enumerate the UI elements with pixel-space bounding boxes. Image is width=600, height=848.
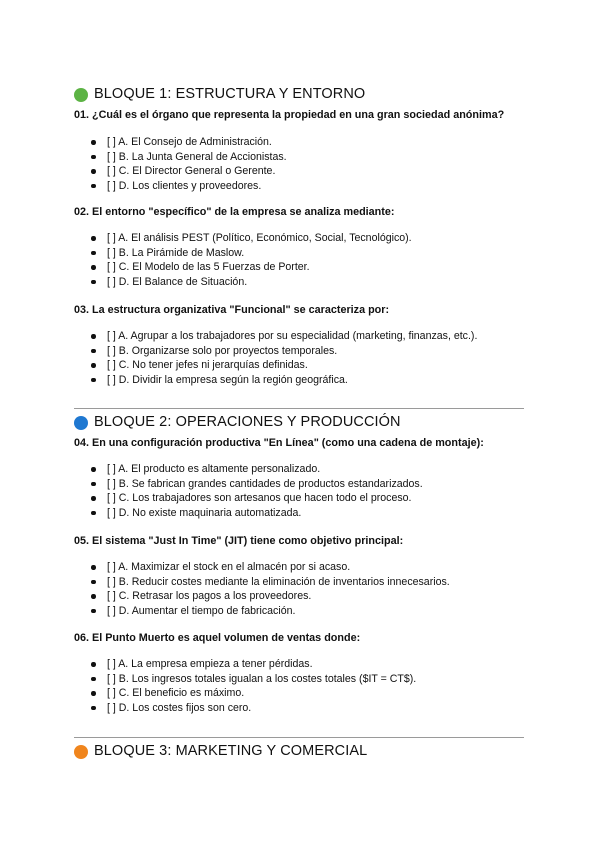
option-01-b[interactable]: [ ] B. La Junta General de Accionistas.	[91, 150, 287, 165]
option-02-a[interactable]: [ ] A. El análisis PEST (Político, Económico, Social, Tecnológico).	[91, 231, 412, 246]
option-05-c[interactable]: [ ] C. Retrasar los pagos a los proveedores.	[91, 589, 450, 604]
option-01-c[interactable]: [ ] C. El Director General o Gerente.	[91, 164, 287, 179]
option-02-d[interactable]: [ ] D. El Balance de Situación.	[91, 275, 412, 290]
question-02-text: 02. El entorno "específico" de la empresa se analiza mediante:	[74, 206, 395, 218]
orange-circle-icon	[74, 745, 88, 759]
question-01-text: 01. ¿Cuál es el órgano que representa la propiedad en una gran sociedad anónima?	[74, 109, 505, 121]
block-3-title: BLOQUE 3: MARKETING Y COMERCIAL	[94, 743, 368, 759]
question-06-text: 06. El Punto Muerto es aquel volumen de ventas donde:	[74, 632, 361, 644]
block-3-heading	[74, 743, 526, 760]
option-03-b[interactable]: [ ] B. Organizarse solo por proyectos temporales.	[91, 344, 477, 359]
question-05	[74, 534, 534, 548]
option-01-a[interactable]: [ ] A. El Consejo de Administración.	[91, 135, 287, 150]
question-04-options	[91, 462, 423, 520]
option-05-a[interactable]: [ ] A. Maximizar el stock en el almacén por si acaso.	[91, 560, 450, 575]
green-circle-icon	[74, 88, 88, 102]
question-03-options	[91, 329, 477, 387]
question-04	[74, 436, 534, 450]
question-01	[74, 108, 534, 122]
option-03-a[interactable]: [ ] A. Agrupar a los trabajadores por su especialidad (marketing, finanzas, etc.).	[91, 329, 477, 344]
question-06-options	[91, 657, 416, 715]
option-03-c[interactable]: [ ] C. No tener jefes ni jerarquías definidas.	[91, 358, 477, 373]
question-06	[74, 631, 534, 645]
question-05-options	[91, 560, 450, 618]
option-06-a[interactable]: [ ] A. La empresa empieza a tener pérdidas.	[91, 657, 416, 672]
option-05-b[interactable]: [ ] B. Reducir costes mediante la eliminación de inventarios innecesarios.	[91, 575, 450, 590]
option-03-d[interactable]: [ ] D. Dividir la empresa según la región geográfica.	[91, 373, 477, 388]
question-03	[74, 303, 534, 317]
section-divider-1	[74, 408, 524, 409]
option-02-b[interactable]: [ ] B. La Pirámide de Maslow.	[91, 246, 412, 261]
block-1-title: BLOQUE 1: ESTRUCTURA Y ENTORNO	[94, 86, 366, 102]
question-02-options	[91, 231, 412, 289]
option-06-b[interactable]: [ ] B. Los ingresos totales igualan a los costes totales ($IT = CT$).	[91, 672, 416, 687]
question-02	[74, 205, 534, 219]
option-01-d[interactable]: [ ] D. Los clientes y proveedores.	[91, 179, 287, 194]
block-1-heading	[74, 86, 526, 103]
option-04-a[interactable]: [ ] A. El producto es altamente personalizado.	[91, 462, 423, 477]
question-04-text: 04. En una configuración productiva "En Línea" (como una cadena de montaje):	[74, 437, 484, 449]
blue-circle-icon	[74, 416, 88, 430]
question-05-text: 05. El sistema "Just In Time" (JIT) tiene como objetivo principal:	[74, 535, 404, 547]
option-06-c[interactable]: [ ] C. El beneficio es máximo.	[91, 686, 416, 701]
block-2-title: BLOQUE 2: OPERACIONES Y PRODUCCIÓN	[94, 414, 401, 430]
option-05-d[interactable]: [ ] D. Aumentar el tiempo de fabricación.	[91, 604, 450, 619]
option-06-d[interactable]: [ ] D. Los costes fijos son cero.	[91, 701, 416, 716]
question-01-options	[91, 135, 287, 193]
option-04-d[interactable]: [ ] D. No existe maquinaria automatizada.	[91, 506, 423, 521]
option-02-c[interactable]: [ ] C. El Modelo de las 5 Fuerzas de Porter.	[91, 260, 412, 275]
option-04-c[interactable]: [ ] C. Los trabajadores son artesanos que hacen todo el proceso.	[91, 491, 423, 506]
question-03-text: 03. La estructura organizativa "Funcional" se caracteriza por:	[74, 304, 390, 316]
block-2-heading	[74, 414, 526, 431]
option-04-b[interactable]: [ ] B. Se fabrican grandes cantidades de productos estandarizados.	[91, 477, 423, 492]
section-divider-2	[74, 737, 524, 738]
